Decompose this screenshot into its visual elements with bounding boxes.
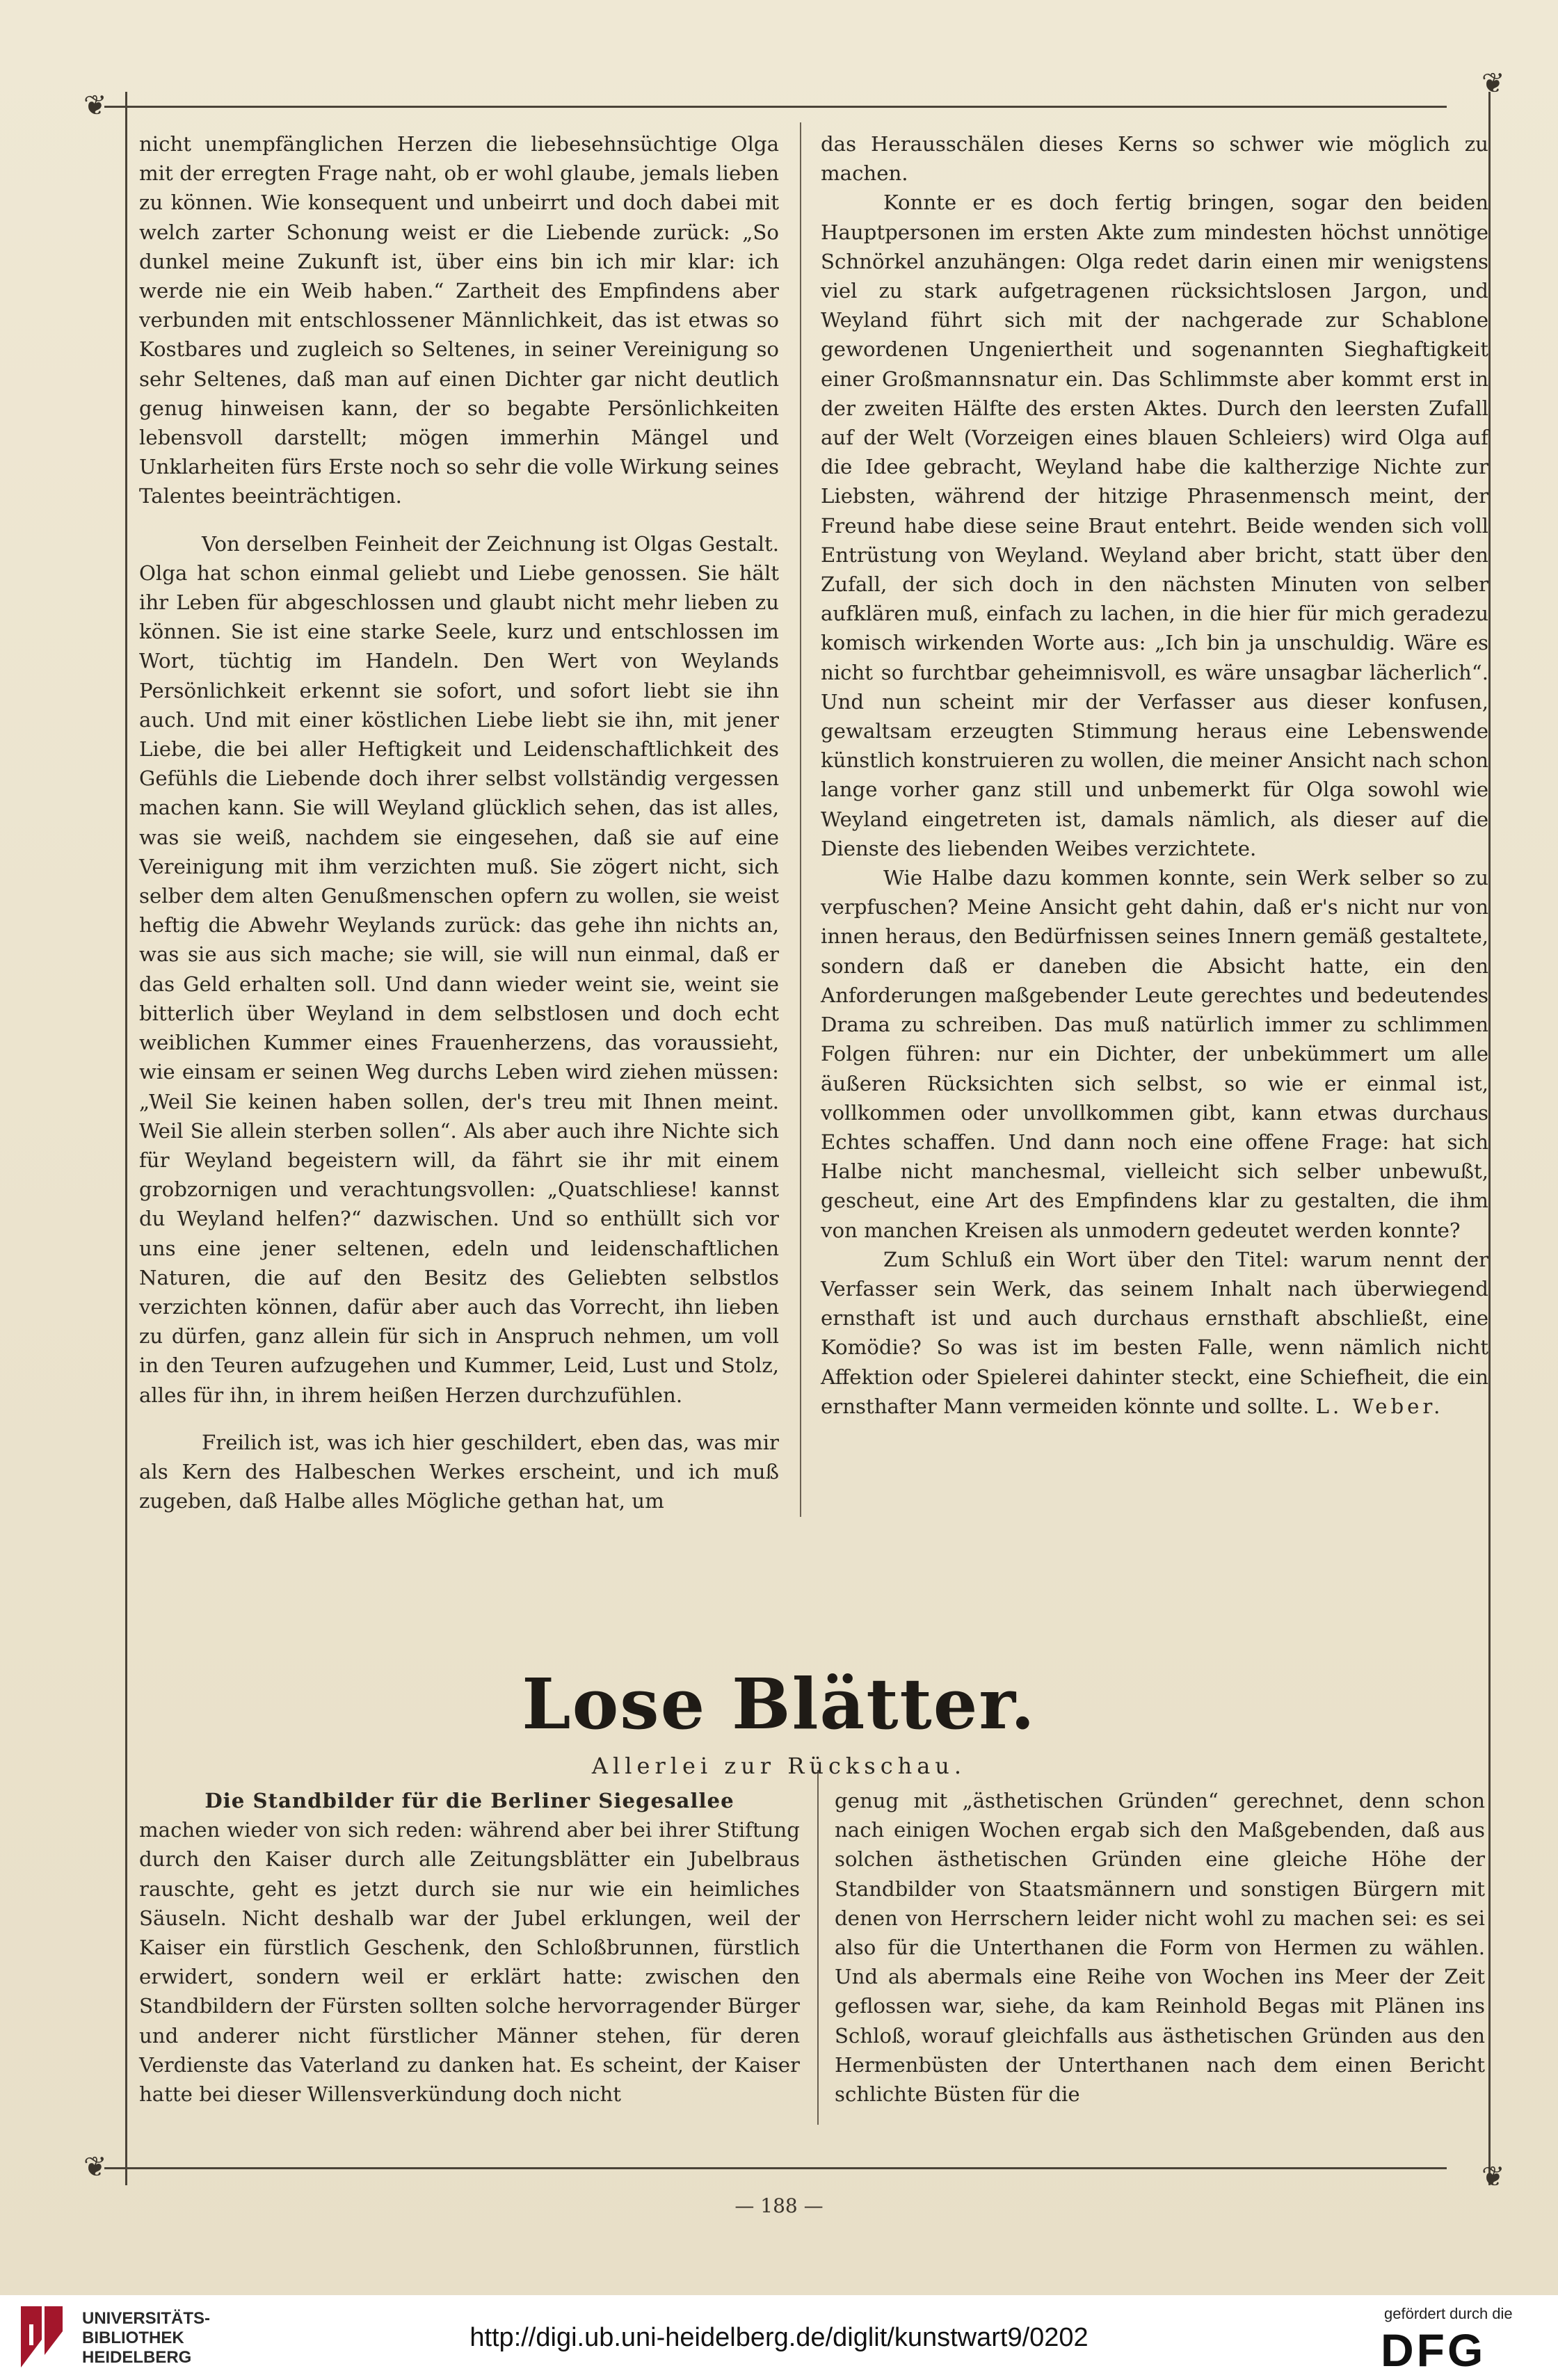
corner-ornament-icon: ❦ <box>83 90 107 122</box>
corner-ornament-icon: ❦ <box>83 2151 107 2183</box>
review-left-column <box>139 129 779 1515</box>
frame-left-rule <box>125 92 127 2185</box>
corner-ornament-icon: ❦ <box>1481 2161 1505 2193</box>
author-signature: L. Weber. <box>1315 1394 1444 1418</box>
paragraph: Wie Halbe dazu kommen konnte, sein Werk selber so zu verpfuschen? Meine Ansicht geht dahin, daß er's nicht nur von innen heraus, den Bedürfnissen seines Innern gemäß gestaltete, sondern daß er daneben die Absicht hatte, ein den Anforderungen maßgebender Leute gerechtes und bedeutendes Drama zu schreiben. Das muß natürlich immer zu schlimmen Folgen führen: nur ein Dichter, der unbekümmert um alle äußeren Rücksichten sich selbst, so wie er einmal ist, vollkommen oder unvollkommen gibt, kann etwas durchaus Echtes schaffen. Und dann noch eine offene Frage: hat sich Halbe nicht manchesmal, vielleicht sich selber unbewußt, gescheut, eine Art des Empfindens klar zu gestalten, die ihm von manchen Kreisen als unmodern gedeutet werden konnte? <box>821 866 1488 1242</box>
corner-ornament-icon: ❦ <box>1481 67 1505 99</box>
paragraph: Von derselben Feinheit der Zeichnung ist Olgas Gestalt. Olga hat schon einmal geliebt und Liebe genossen. Sie hält ihr Leben für abgeschlossen und glaubt nicht mehr lieben zu können. Sie ist eine starke Seele, kurz und entschlossen im Wort, tüchtig im Handeln. Den Wert von Weylands Persönlichkeit erkennt sie sofort, und sofort liebt sie ihn auch. Und mit einer köstlichen Liebe liebt sie ihn, mit jener Liebe, die bei aller Heftigkeit und Leidenschaftlichkeit des Gefühls die Liebende doch ihrer selbst vollständig vergessen machen kann. Sie will Weyland glücklich sehen, das ist alles, was sie weiß, nachdem sie eingesehen, daß sie auf eine Vereinigung mit ihm verzichten muß. Sie zögert nicht, sich selber dem alten Genußmenschen opfern zu wollen, sie weist heftig die Abwehr Weylands zurück: das gehe ihn nichts an, was sie aus sich mache; sie will, sie will nun einmal, daß er das Geld erhalten soll. Und dann wieder weint sie, weint sie bitterlich über Weyland in dem selbstlosen und doch echt weiblichen Kummer eines Frauenherzens, das voraussieht, wie einsam er seinen Weg durchs Leben wird ziehen müssen: „Weil Sie keinen haben sollen, der's treu mit Ihnen meint. Weil Sie allein sterben sollen“. Als aber auch ihre Nichte sich für Weyland begeistern will, da fährt sie ihr mit einem grobzornigen und verachtungsvollen: „Quatschliese! kannst du Weyland helfen?“ dazwischen. Und so enthüllt sich vor uns eine jener seltenen, edeln und leidenschaftlichen Naturen, die auf den Besitz des Geliebten selbstlos verzichten können, dafür aber auch das Vorrecht, ihn lieben zu dürfen, ganz allein für sich in Anspruch nehmen, um voll in den Teuren aufzugehen und Kummer, Leid, Lust und Stolz, alles für ihn, in ihrem heißen Herzen durchzufühlen. <box>139 531 779 1407</box>
paragraph: genug mit „ästhetischen Gründen“ gerechnet, denn schon nach einigen Wochen ergab sich den Maßgebenden, daß aus solchen ästhetischen Gründen eine gleiche Höhe der Standbilder von Staatsmännern und sonstigen Bürgern mit denen von Herrschern leider nicht wohl zu machen sei: es sei also für die Unterthanen die Form von Hermen zu wählen. Und als abermals eine Reihe von Wochen ins Meer der Zeit geflossen war, siehe, da kam Reinhold Begas mit Plänen ins Schloß, worauf gleichfalls aus ästhetischen Gründen aus den Hermenbüsten der Unterthanen nach dem einen Bericht schlichte Büsten für die <box>835 1789 1485 2107</box>
column-divider <box>800 122 801 1517</box>
frame-right-rule <box>1488 92 1491 2185</box>
paragraph: machen wieder von sich reden: während aber bei ihrer Stiftung durch den Kaiser durch alle Zeitungsblätter ein Jubelbraus rauschte, geht es jetzt durch sie nur wie ein heimliches Säuseln. Nicht deshalb war der Jubel erklungen, weil der Kaiser ein fürstlich Geschenk, den Schloßbrunnen, fürstlich erwidert, sondern weil er erklärt hatte: zwischen den Standbildern der Fürsten sollten solche hervorragender Bürger und anderer nicht fürstlicher Männer stehen, für deren Verdienste das Vaterland zu danken hat. Es scheint, der Kaiser hatte bei dieser Willensverkündung doch nicht <box>139 1818 800 2107</box>
review-right-column <box>821 129 1488 1421</box>
dfg-logo: DFG <box>1381 2324 1486 2376</box>
paragraph: nicht unempfänglichen Herzen die liebesehnsüchtige Olga mit der erregten Frage naht, ob er wohl glaube, jemals lieben zu können. Wie konsequent und unbeirrt und doch dabei mit welch zarter Schonung weist er die Liebende zurück: „So dunkel meine Zukunft ist, über eins bin ich mir klar: ich werde nie ein Weib haben.“ Zartheit des Empfindens aber verbunden mit entschlossener Männlichkeit, das ist etwas so Kostbares und zugleich so Seltenes, in seiner Vereinigung so sehr Seltenes, daß man auf einen Dichter gar nicht deutlich genug hinweisen kann, der so begabte Persönlichkeiten lebensvoll darstellt; mögen immerhin Mängel und Unklarheiten fürs Erste noch so sehr die volle Wirkung seines Talentes beeinträchtigen. <box>139 132 779 508</box>
paragraph: Konnte er es doch fertig bringen, sogar den beiden Hauptpersonen im ersten Akte zum mindesten höchst unnötige Schnörkel anzuhängen: Olga redet darin einen mir wenigstens viel zu stark aufgetragenen rücksichtslosen Jargon, und Weyland führt sich mit der nachgerade zur Schablone gewordenen Ungeniertheit und sogenannten Sieghaftigkeit einer Großmannsnatur ein. Das Schlimmste aber kommt erst in der zweiten Hälfte des ersten Aktes. Durch den leersten Zufall auf der Welt (Vorzeigen eines blauen Schleiers) wird Olga auf die Idee gebracht, Weyland habe die kaltherzige Nichte zur Liebsten, während der hitzige Phrasenmensch meint, der Freund habe diese seine Braut entehrt. Beide wenden sich voll Entrüstung von Weyland. Weyland aber bricht, statt über den Zufall, der sich doch in den nächsten Minuten von selber aufklären muß, einfach zu lachen, in die hier für mich geradezu komisch wirkenden Worte aus: „Ich bin ja unschuldig. Wäre es nicht so furchtbar geheimnisvoll, es wäre unsagbar lächerlich“. Und nun scheint mir der Verfasser aus dieser konfusen, gewaltsam erzeugten Stimmung heraus eine Lebenswende künstlich konstruieren zu wollen, die meiner Ansicht nach schon lange vorher ganz still und unbemerkt für Olga sowohl wie Weyland eingetreten ist, damals nämlich, als dieser auf die Dienste des liebenden Weibes verzichtete. <box>821 191 1488 860</box>
institution-name: UNIVERSITÄTS- BIBLIOTHEK HEIDELBERG <box>82 2309 211 2367</box>
source-url-link[interactable]: http://digi.ub.uni-heidelberg.de/diglit/kunstwart9/0202 <box>469 2323 1089 2352</box>
article-heading: Die Standbilder für die Berliner Siegesallee <box>204 1789 734 1812</box>
section-title: Lose Blätter. <box>522 1663 1036 1745</box>
paragraph-text: Zum Schluß ein Wort über den Titel: warum nennt der Verfasser sein Werk, das seinem Inhalt nach überwiegend ernsthaft ist und auch durchaus ernsthaft abschließt, eine Komödie? So was ist im besten Falle, wenn nämlich nicht Affektion oder Spielerei dahinter steckt, eine Schiefheit, die ein ernsthafter Mann vermeiden könnte und sollte. <box>821 1247 1488 1418</box>
section-subtitle: Allerlei zur Rückschau. <box>591 1753 967 1779</box>
column-divider <box>817 1770 819 2125</box>
article-right-column <box>835 1786 1485 2109</box>
paragraph: Freilich ist, was ich hier geschildert, eben das, was mir als Kern des Halbeschen Werkes erscheint, und ich muß zugeben, daß Halbe alles Mögliche gethan hat, um <box>139 1430 779 1513</box>
article-left-column <box>139 1786 800 2109</box>
frame-bottom-rule <box>104 2167 1447 2169</box>
paragraph: das Herausschälen dieses Kerns so schwer wie möglich zu machen. <box>821 132 1488 186</box>
paragraph <box>821 1245 1488 1421</box>
page-number: — 188 — <box>734 2194 824 2217</box>
frame-top-rule <box>104 106 1447 108</box>
funding-label: gefördert durch die <box>1384 2305 1513 2322</box>
